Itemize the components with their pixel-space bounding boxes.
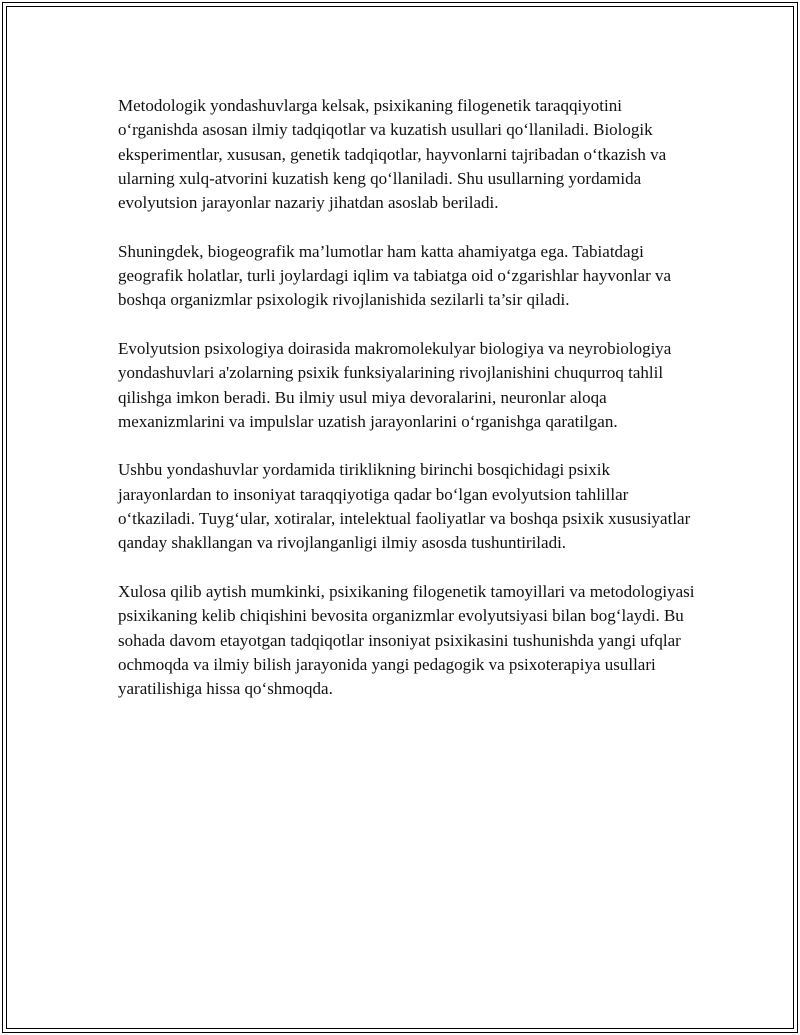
paragraph-approaches: Ushbu yondashuvlar yordamida tiriklikning birinchi bosqichidagi psixik jarayonlardan to insoniyat taraqqiyotiga qadar bo‘lgan evolyutsion tahlillar o‘tkaziladi. Tuyg‘ular, xotiralar, intelektual faoliyatlar va boshqa psixik xususiyatlar qanday shakllangan va rivojlanganligi ilmiy asosda tushuntiriladi. <box>118 460 691 553</box>
document-body <box>118 94 704 726</box>
paragraph-evolutionary-psychology: Evolyutsion psixologiya doirasida makromolekulyar biologiya va neyrobiologiya yondashuvlari a'zolarning psixik funksiyalarining rivojlanishini chuqurroq tahlil qilishga imkon beradi. Bu ilmiy usul miya devoralarini, neuronlar aloqa mexanizmlarini va impulslar uzatish jarayonlarini o‘rganishga qaratilgan. <box>118 338 672 431</box>
paragraph-conclusion: Xulosa qilib aytish mumkinki, psixikaning filogenetik tamoyillari va metodologiyasi psixikaning kelib chiqishini bevosita organizmlar evolyutsiyasi bilan bog‘laydi. Bu sohada davom etayotgan tadqiqotlar insoniyat psixikasini tushunishda yangi ufqlar ochmoqda va ilmiy bilish jarayonida yangi pedagogik va psixoterapiya usullari yaratilishiga hissa qo‘shmoqda. <box>118 581 695 699</box>
paragraph-biogeography: Shuningdek, biogeografik ma’lumotlar ham katta ahamiyatga ega. Tabiatdagi geografik holatlar, turli joylardagi iqlim va tabiatga oid o‘zgarishlar hayvonlar va boshqa organizmlar psixologik rivojlanishida sezilarli ta’sir qiladi. <box>118 241 672 310</box>
paragraph-methodology: Metodologik yondashuvlarga kelsak, psixikaning filogenetik taraqqiyotini o‘rganishda asosan ilmiy tadqiqotlar va kuzatish usullari qo‘llaniladi. Biologik eksperimentlar, xususan, genetik tadqiqotlar, hayvonlarni tajribadan o‘tkazish va ularning xulq-atvorini kuzatish keng qo‘llaniladi. Shu usullarning yordamida evolyutsion jarayonlar nazariy jihatdan asoslab beriladi. <box>118 96 667 213</box>
